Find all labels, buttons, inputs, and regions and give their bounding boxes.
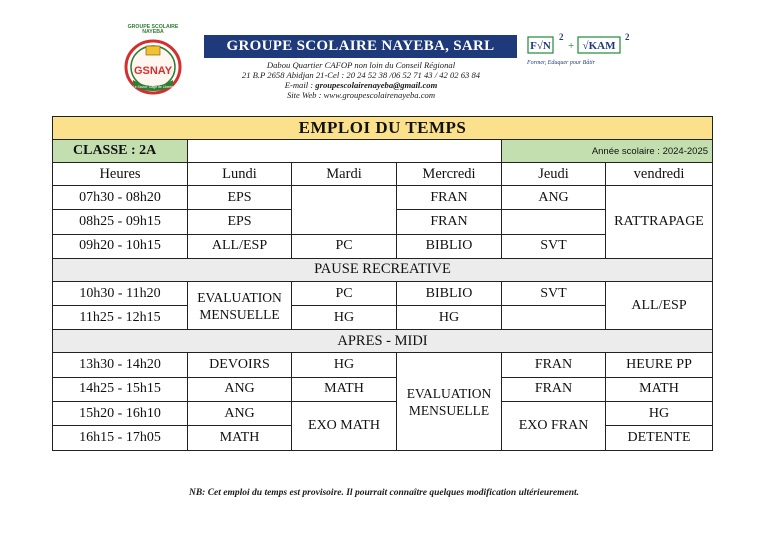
pause-banner: PAUSE RECREATIVE — [53, 258, 713, 281]
lesson-cell: HG — [397, 306, 502, 330]
lesson-cell: FRAN — [397, 186, 502, 210]
lesson-cell: EPS — [188, 210, 292, 234]
header-thursday: Jeudi — [502, 163, 606, 186]
table-row — [53, 353, 713, 377]
lesson-cell: EXO FRAN — [502, 402, 606, 451]
lesson-cell: HG — [606, 402, 713, 426]
table-row — [53, 377, 713, 401]
svg-text:Le Savoir, Gage de Liberté: Le Savoir, Gage de Liberté — [132, 85, 174, 89]
svg-text:+: + — [568, 40, 575, 52]
lesson-cell: SVT — [502, 234, 606, 258]
lesson-cell: ANG — [188, 377, 292, 401]
time-slot: 09h20 - 10h15 — [53, 234, 188, 258]
lesson-cell: HG — [292, 306, 397, 330]
svg-text:GSNAY: GSNAY — [133, 65, 173, 77]
lesson-cell: SVT — [502, 281, 606, 305]
lesson-cell: BIBLIO — [397, 281, 502, 305]
lesson-cell: ALL/ESP — [188, 234, 292, 258]
time-slot: 11h25 - 12h15 — [53, 306, 188, 330]
time-slot: 08h25 - 09h15 — [53, 210, 188, 234]
address-line-1: Dabou Quartier CAFOP non loin du Conseil Régional — [266, 60, 456, 70]
table-row — [53, 402, 713, 426]
lesson-cell: MATH — [188, 426, 292, 450]
time-slot: 15h20 - 16h10 — [53, 402, 188, 426]
table-row — [53, 281, 713, 305]
timetable-title: EMPLOI DU TEMPS — [53, 117, 713, 140]
school-year: Année scolaire : 2024-2025 — [502, 140, 713, 163]
motto-caption: Former, Eduquer pour Bâtir — [527, 60, 595, 66]
svg-text:GROUPE SCOLAIRE: GROUPE SCOLAIRE — [127, 24, 179, 30]
lesson-cell: FRAN — [502, 377, 606, 401]
header-tuesday: Mardi — [292, 163, 397, 186]
lesson-cell: DEVOIRS — [188, 353, 292, 377]
lesson-cell: BIBLIO — [397, 234, 502, 258]
header-monday: Lundi — [188, 163, 292, 186]
footnote: NB: Cet emploi du temps est provisoire. Il pourrait connaître quelques modification ultérieurement. — [188, 488, 580, 498]
lesson-cell: FRAN — [502, 353, 606, 377]
table-row — [53, 186, 713, 210]
time-slot: 10h30 - 11h20 — [53, 281, 188, 305]
lesson-cell: PC — [292, 234, 397, 258]
lesson-cell: EPS — [188, 186, 292, 210]
lesson-cell: MATH — [606, 377, 713, 401]
website-line: Site Web : www.groupescolairenayeba.com — [286, 90, 436, 100]
email-value: groupescolairenayeba@gmail.com — [315, 80, 438, 90]
lesson-cell: ANG — [502, 186, 606, 210]
header-friday: vendredi — [606, 163, 713, 186]
lesson-cell: EXO MATH — [292, 402, 397, 451]
lesson-cell: DETENTE — [606, 426, 713, 450]
email-line — [196, 80, 526, 90]
svg-text:NAYEBA: NAYEBA — [142, 29, 164, 35]
email-label: E-mail : — [284, 80, 316, 90]
class-label: CLASSE : 2A — [53, 140, 188, 163]
school-name-banner: GROUPE SCOLAIRE NAYEBA, SARL — [204, 35, 517, 58]
header-hours: Heures — [53, 163, 188, 186]
class-spacer — [188, 140, 502, 163]
school-logo — [113, 22, 193, 98]
time-slot: 13h30 - 14h20 — [53, 353, 188, 377]
address-line-2: 21 B.P 2658 Abidjan 21-Cel : 20 24 52 38 /06 52 71 43 / 42 02 63 84 — [241, 70, 481, 80]
school-address — [196, 60, 526, 100]
lesson-cell-evaluation: EVALUATION MENSUELLE — [188, 281, 292, 330]
lesson-cell-rattrapage: RATTRAPAGE — [606, 186, 713, 259]
time-slot: 16h15 - 17h05 — [53, 426, 188, 450]
svg-text:2: 2 — [559, 32, 564, 42]
header-wednesday: Mercredi — [397, 163, 502, 186]
lesson-cell-empty — [292, 186, 397, 235]
svg-text:√KAM: √KAM — [582, 40, 616, 52]
lesson-cell: HG — [292, 353, 397, 377]
lesson-cell: FRAN — [397, 210, 502, 234]
lesson-cell: ALL/ESP — [606, 281, 713, 330]
svg-text:2: 2 — [625, 32, 630, 42]
svg-text:F√N: F√N — [530, 40, 551, 52]
lesson-cell: MATH — [292, 377, 397, 401]
lesson-cell: PC — [292, 281, 397, 305]
time-slot: 07h30 - 08h20 — [53, 186, 188, 210]
lesson-cell-empty — [502, 306, 606, 330]
lesson-cell: ANG — [188, 402, 292, 426]
afternoon-banner: APRES - MIDI — [53, 330, 713, 353]
lesson-cell-empty — [502, 210, 606, 234]
lesson-cell: HEURE PP — [606, 353, 713, 377]
timetable — [52, 116, 713, 451]
lesson-cell-evaluation: EVALUATION MENSUELLE — [397, 353, 502, 450]
time-slot: 14h25 - 15h15 — [53, 377, 188, 401]
